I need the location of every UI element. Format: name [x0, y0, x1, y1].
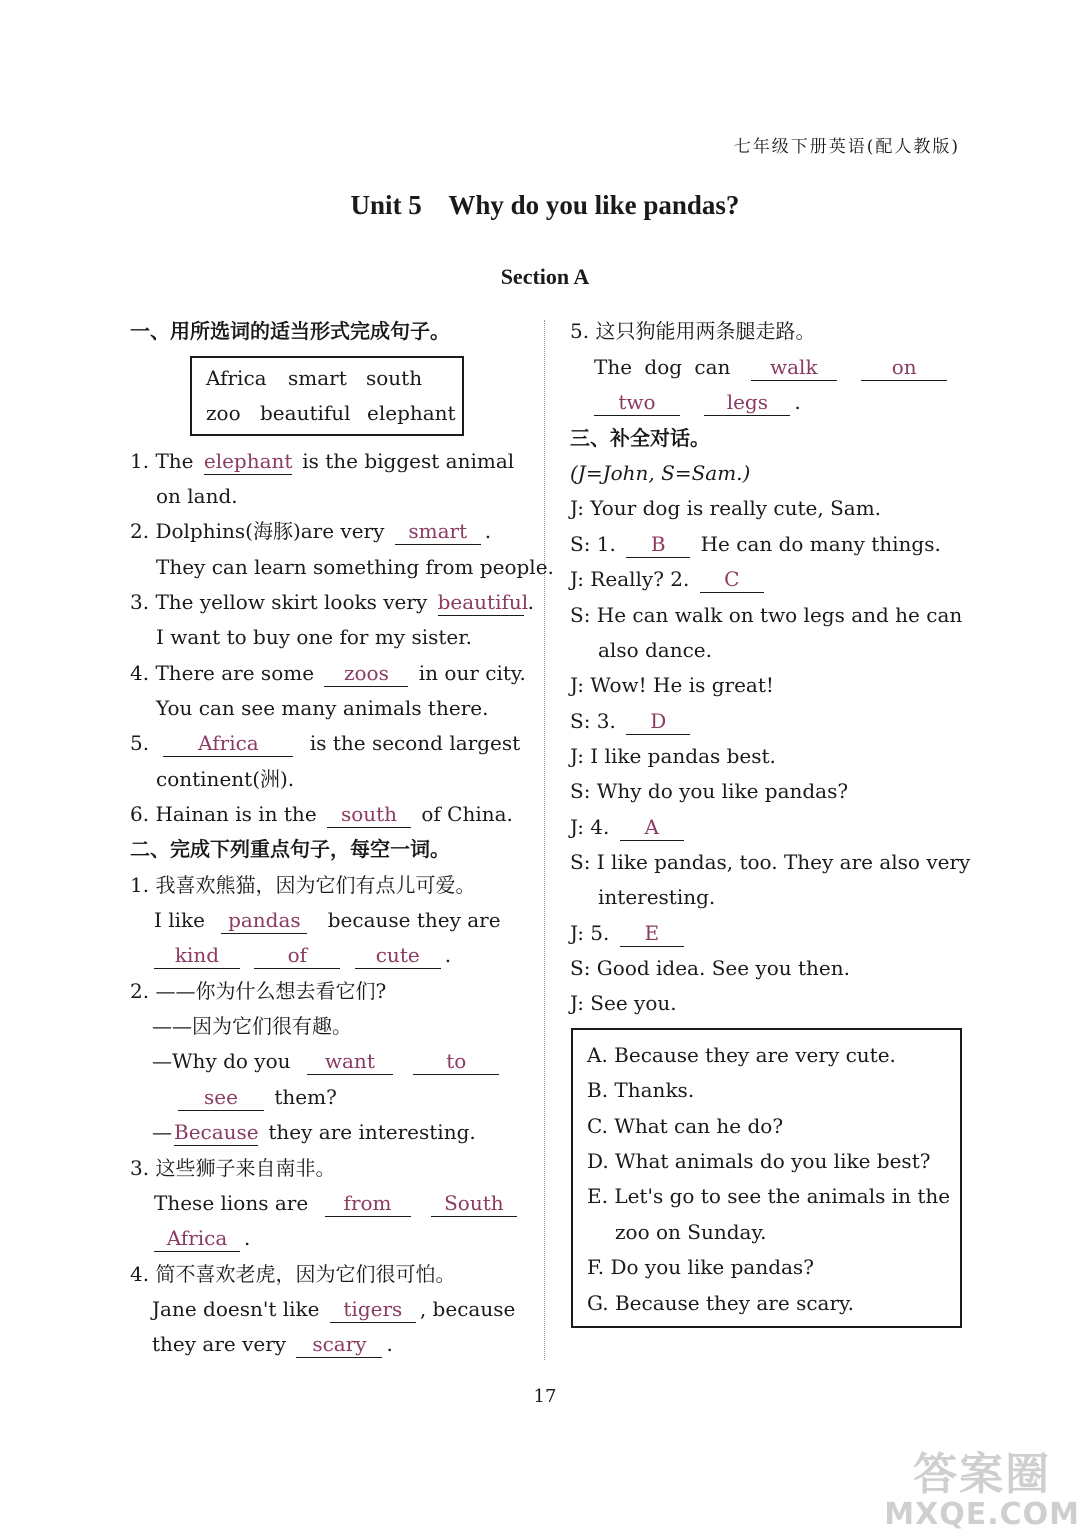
- dialogue-line: S: He can walk on two legs and he can: [570, 603, 963, 627]
- p2-question-1-cn: 1. 我喜欢熊猫，因为它们有点儿可爱。: [130, 873, 476, 897]
- p2-question-2-cn: 2. ——你为什么想去看它们?: [130, 979, 387, 1003]
- dialogue-line: J: 5. E: [570, 920, 688, 947]
- answer-blank: two: [594, 389, 680, 416]
- answer-blank: legs: [704, 389, 790, 416]
- section-title: Section A: [500, 264, 590, 289]
- option-f: F. Do you like pandas?: [587, 1255, 814, 1279]
- answer-blank: zoos: [324, 660, 408, 687]
- p1-question-5-cont: continent(洲).: [156, 767, 295, 791]
- answer-blank: want: [307, 1048, 393, 1075]
- p2-question-2-cn-b: ——因为它们很有趣。: [152, 1014, 352, 1038]
- p2-question-5-cont: two legs .: [590, 389, 801, 416]
- answer-blank: Africa: [163, 730, 293, 757]
- p1-question-3-cont: I want to buy one for my sister.: [156, 625, 472, 649]
- answer-blank: Because: [174, 1120, 259, 1144]
- answer-blank: pandas: [221, 907, 307, 934]
- dialogue-note: (J=John, S=Sam.): [570, 461, 751, 485]
- option-e-cont: zoo on Sunday.: [615, 1220, 767, 1244]
- p1-question-4: 4. There are some zoos in our city.: [130, 661, 526, 685]
- p2-question-3-cn: 3. 这些狮子来自南非。: [130, 1156, 336, 1180]
- p2-question-4: Jane doesn't like tigers , because: [152, 1297, 516, 1321]
- part3-heading: 三、补全对话。: [570, 426, 710, 450]
- answer-blank: C: [700, 566, 764, 593]
- dialogue-line: J: Your dog is really cute, Sam.: [570, 496, 882, 520]
- word-option: Africa: [206, 366, 267, 390]
- answer-blank: of: [254, 942, 340, 969]
- answer-blank: South: [431, 1190, 517, 1217]
- part1-heading: 一、用所选词的适当形式完成句子。: [130, 319, 450, 343]
- watermark-logo: 答案圈 MXQE.COM: [884, 1449, 1080, 1532]
- answer-blank: on: [861, 354, 947, 381]
- answer-blank: A: [620, 814, 684, 841]
- dialogue-line: J: Wow! He is great!: [570, 673, 774, 697]
- dialogue-line: J: 4. A: [570, 814, 688, 841]
- answer-blank: see: [178, 1084, 264, 1111]
- p2-question-4-cn: 4. 简不喜欢老虎，因为它们很可怕。: [130, 1262, 456, 1286]
- word-option: south: [366, 366, 423, 390]
- p2-question-1-cont: kind of cute .: [150, 942, 451, 969]
- dialogue-line: S: 3. D: [570, 708, 694, 735]
- answer-blank: elephant: [203, 449, 293, 473]
- p2-question-3-cont: Africa .: [150, 1225, 250, 1252]
- dialogue-line: J: I like pandas best.: [570, 744, 776, 768]
- answer-blank: south: [327, 801, 411, 828]
- word-option: beautiful: [260, 401, 351, 425]
- options-box: [571, 1028, 962, 1328]
- option-e: E. Let's go to see the animals in the: [587, 1184, 951, 1208]
- word-option: elephant: [367, 401, 456, 425]
- answer-blank: cute: [355, 942, 441, 969]
- p1-question-3: 3. The yellow skirt looks very beautiful.: [130, 590, 534, 614]
- p1-question-5: 5. Africa is the second largest: [130, 731, 521, 755]
- p2-question-5-cn: 5. 这只狗能用两条腿走路。: [570, 319, 816, 343]
- p1-question-2-cont: They can learn something from people.: [156, 555, 554, 579]
- p2-question-2: —Why do you want to: [152, 1048, 503, 1075]
- answer-blank: tigers: [330, 1296, 416, 1323]
- part2-heading: 二、完成下列重点句子，每空一词。: [130, 837, 450, 861]
- book-title-header: 七年级下册英语(配人教版): [733, 137, 960, 157]
- p1-question-2: 2. Dolphins(海豚)are very smart .: [130, 519, 492, 543]
- p1-question-1-cont: on land.: [156, 484, 238, 508]
- answer-blank: Africa: [154, 1225, 240, 1252]
- answer-blank: from: [325, 1190, 411, 1217]
- p1-question-6: 6. Hainan is in the south of China.: [130, 802, 513, 826]
- dialogue-line: J: See you.: [570, 991, 677, 1015]
- dialogue-line: S: I like pandas, too. They are also very: [570, 850, 971, 874]
- p2-question-4-cont: they are very scary .: [152, 1332, 393, 1356]
- option-d: D. What animals do you like best?: [587, 1149, 931, 1173]
- answer-blank: B: [626, 531, 690, 558]
- option-g: G. Because they are scary.: [587, 1291, 855, 1315]
- answer-blank: scary: [296, 1331, 382, 1358]
- answer-blank: beautiful: [437, 590, 529, 614]
- option-a: A. Because they are very cute.: [587, 1043, 896, 1067]
- answer-blank: to: [413, 1048, 499, 1075]
- option-c: C. What can he do?: [587, 1114, 784, 1138]
- option-b: B. Thanks.: [587, 1078, 695, 1102]
- answer-blank: D: [626, 708, 690, 735]
- p2-question-1: I like pandas because they are: [154, 908, 501, 932]
- word-option: smart: [288, 366, 347, 390]
- column-divider: [544, 320, 545, 1360]
- unit-title: Unit 5 Why do you like pandas?: [350, 190, 740, 220]
- answer-blank: kind: [154, 942, 240, 969]
- answer-blank: smart: [395, 518, 481, 545]
- p2-question-5: The dog can walk on: [594, 354, 951, 381]
- answer-blank: walk: [751, 354, 837, 381]
- page-number: 17: [533, 1386, 557, 1407]
- dialogue-line: S: Good idea. See you then.: [570, 956, 850, 980]
- dialogue-line: J: Really? 2. C: [570, 566, 768, 593]
- answer-blank: E: [620, 920, 684, 947]
- p2-question-3: These lions are from South: [154, 1190, 521, 1217]
- dialogue-line: S: 1. B He can do many things.: [570, 532, 941, 556]
- dialogue-line: S: Why do you like pandas?: [570, 779, 849, 803]
- p2-question-2-answer: — Because they are interesting.: [152, 1120, 476, 1144]
- dialogue-line-cont: also dance.: [598, 638, 712, 662]
- p1-question-4-cont: You can see many animals there.: [156, 696, 489, 720]
- dialogue-line-cont: interesting.: [598, 885, 716, 909]
- p2-question-2-cont: see them?: [174, 1084, 337, 1111]
- p1-question-1: 1. The elephant is the biggest animal: [130, 449, 515, 473]
- word-box: [190, 356, 464, 436]
- word-option: zoo: [206, 401, 241, 425]
